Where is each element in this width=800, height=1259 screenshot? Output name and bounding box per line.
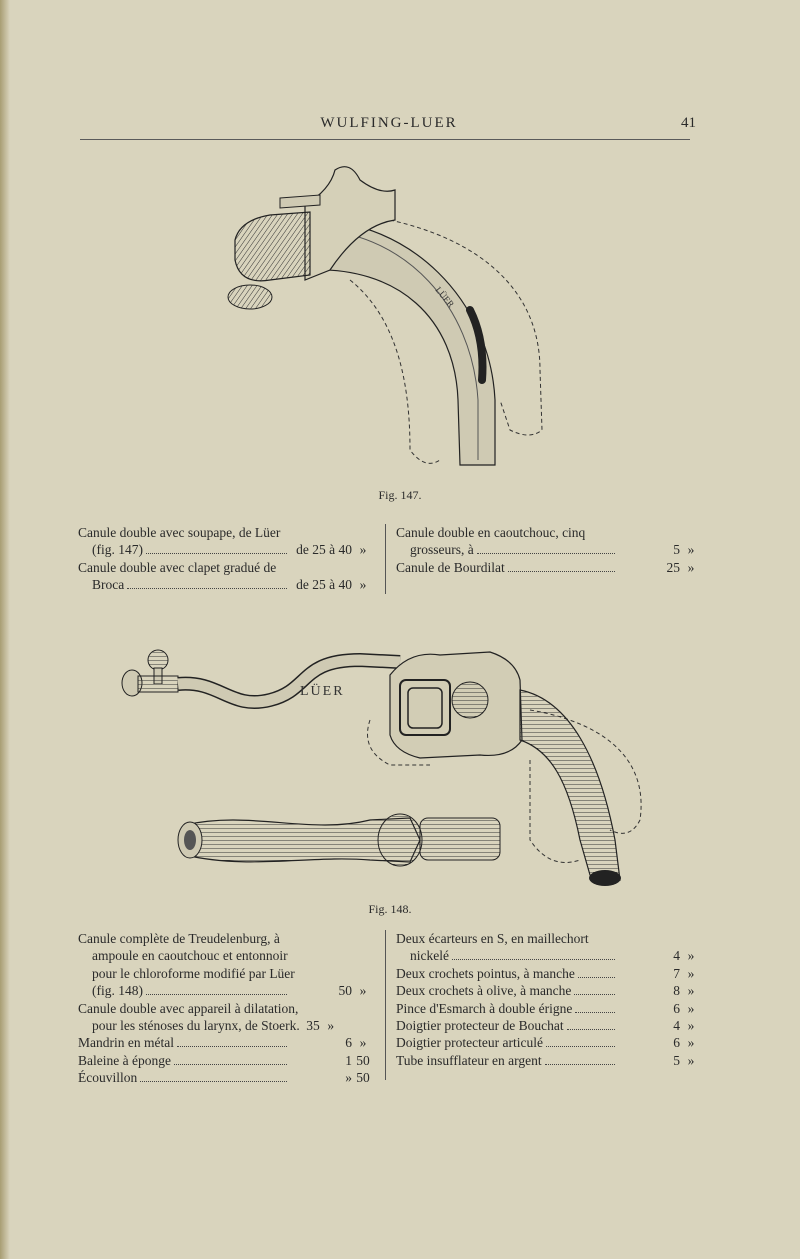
item-description: pour le chloroforme modifié par Lüer [92,965,295,981]
item-price: 5 [673,1052,680,1068]
item-price: 6 [673,1000,680,1016]
leader-dots [177,1046,287,1047]
item-description: Deux crochets pointus, à manche [396,965,575,981]
item-description: grosseurs, à [410,542,474,558]
leader-dots [575,1012,615,1013]
item-description: Deux crochets à olive, à manche [396,983,572,999]
item-price-unit: » [359,983,367,999]
item-price-unit: » [687,542,695,558]
item-price-unit: 50 [356,1052,370,1068]
item-price: 1 [345,1052,352,1068]
leader-dots [508,571,615,572]
item-price-unit: » [687,1000,695,1016]
page-number: 41 [681,115,696,131]
list-item [78,1000,374,1035]
list-item [396,1034,702,1051]
item-description: (fig. 147) [92,542,143,558]
item-description: Broca [92,577,125,593]
item-price-unit: » [687,1035,695,1051]
item-description: Baleine à éponge [78,1052,171,1068]
item-description: (fig. 148) [92,983,143,999]
list-item [396,1000,702,1017]
price-list-2-right [396,930,702,1069]
item-description: ampoule en caoutchouc et entonnoir [92,948,288,964]
item-description: Canule de Bourdilat [396,559,505,575]
tracheotomy-cannula-illustration [210,150,590,480]
leader-dots [140,1081,287,1082]
price-list-1-left [78,524,374,594]
item-price: 35 [306,1018,320,1034]
running-title: WULFING-LUER [320,115,458,131]
list-item [78,1069,374,1086]
list-item [78,524,374,559]
leader-dots [452,959,615,960]
header-rule [80,139,690,140]
item-price: 8 [673,983,680,999]
item-description: Canule double avec appareil à dilatation, [78,1000,299,1016]
item-price: 50 [338,983,352,999]
leader-dots [567,1029,615,1030]
page-header [78,112,700,134]
leader-dots [127,588,287,589]
leader-dots [546,1046,615,1047]
list-item [396,524,702,559]
leader-dots [146,553,287,554]
item-description: Pince d'Esmarch à double érigne [396,1000,573,1016]
leader-dots [574,994,615,995]
leader-dots [146,994,287,995]
item-description: Canule complète de Treudelenburg, à [78,931,280,946]
list-item [396,1017,702,1034]
item-price-unit: » [687,559,695,575]
item-price: de 25 à 40 [296,577,352,593]
item-price: 7 [673,965,680,981]
item-description: Doigtier protecteur de Bouchat [396,1018,564,1034]
item-price-unit: » [687,948,695,964]
item-price-unit: » [327,1018,335,1034]
column-divider [385,930,386,1080]
list-item [78,1052,374,1069]
item-price: » [345,1070,352,1086]
figure-caption: Fig. 148. [368,902,412,916]
item-price-unit: » [687,965,695,981]
list-item [396,1052,702,1069]
list-item [396,930,702,965]
item-price-unit: » [687,1018,695,1034]
treudelenburg-cannula-illustration [110,640,670,895]
item-description: Mandrin en métal [78,1035,174,1051]
item-description: Doigtier protecteur articulé [396,1035,543,1051]
list-item [78,559,374,594]
item-description: Canule double avec soupape, de Lüer [78,525,281,540]
item-description: Deux écarteurs en S, en maillechort [396,931,589,946]
price-list-2-left [78,930,374,1087]
leader-dots [477,553,615,554]
price-list-1-right [396,524,702,576]
item-description: Écouvillon [78,1070,138,1086]
engraving-text: LÜER [433,284,457,310]
leader-dots [545,1064,615,1065]
item-price: 6 [345,1035,352,1051]
list-item [78,1034,374,1051]
item-description: nickelé [410,948,449,964]
leader-dots [578,977,615,978]
item-price-unit: » [359,1035,367,1051]
item-description: Canule double en caoutchouc, cinq [396,525,586,540]
list-item [396,982,702,999]
figure-148 [110,640,670,915]
page-edge [0,0,10,1259]
item-price-unit: » [359,577,367,593]
column-divider [385,524,386,594]
item-price-unit: » [687,983,695,999]
engraving-text: LÜER [300,684,345,699]
item-price-unit: » [687,1052,695,1068]
list-item [78,930,374,1000]
item-price: 25 [666,559,680,575]
item-price: de 25 à 40 [296,542,352,558]
item-price-unit: » [359,542,367,558]
item-description: Tube insufflateur en argent [396,1052,542,1068]
item-price: 6 [673,1035,680,1051]
list-item [396,965,702,982]
leader-dots [174,1064,287,1065]
figure-147 [210,150,590,500]
figure-caption: Fig. 147. [378,488,422,502]
item-description: pour les sténoses du larynx, de Stoerk. [92,1018,300,1034]
item-price: 4 [673,948,680,964]
item-price-unit: 50 [356,1070,370,1086]
item-description: Canule double avec clapet gradué de [78,559,277,575]
list-item [396,559,702,576]
item-price: 4 [673,1018,680,1034]
item-price: 5 [673,542,680,558]
